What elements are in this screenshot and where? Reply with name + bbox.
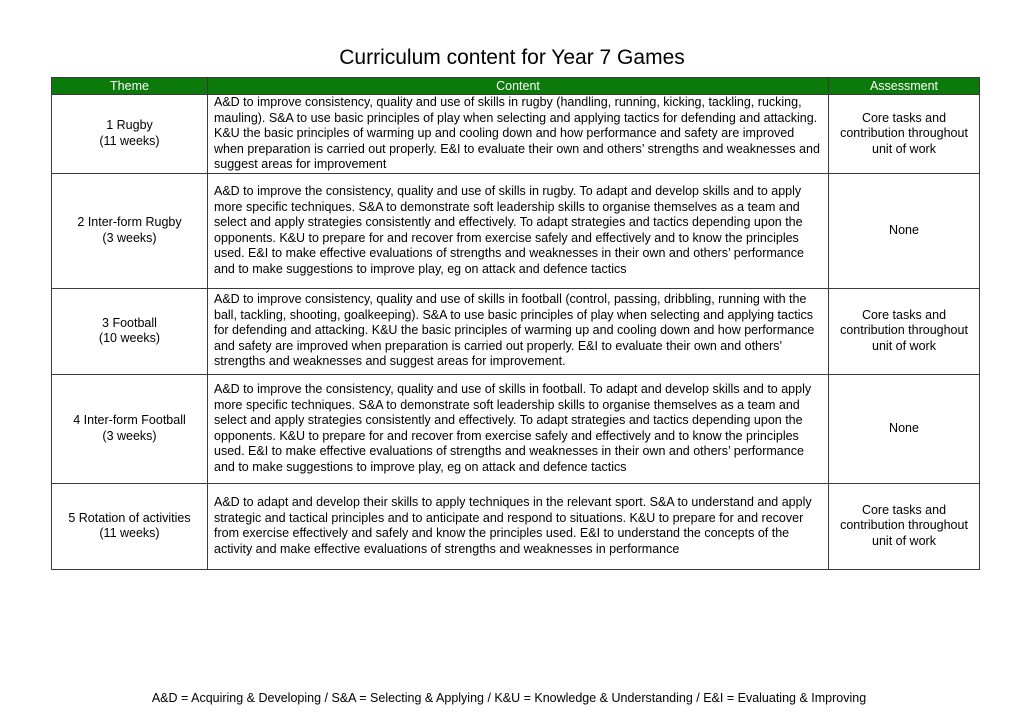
theme-name: 1 Rugby <box>106 118 153 133</box>
theme-duration: (3 weeks) <box>102 428 157 443</box>
theme-duration: (3 weeks) <box>102 230 157 245</box>
abbreviations-footnote: A&D = Acquiring & Developing / S&A = Selecting & Applying / K&U = Knowledge & Understanding / E&I = Evaluating & Improving <box>151 691 867 705</box>
assessment-cell: None <box>829 374 980 483</box>
theme-name: 4 Inter-form Football <box>73 413 186 427</box>
assessment-cell: Core tasks and contribution throughout unit of work <box>829 95 980 174</box>
table-row <box>52 95 980 174</box>
content-cell: A&D to improve consistency, quality and use of skills in football (control, passing, dribbling, running with the ball, tackling, shooting, goalkeeping). S&A to use basic principles of play when selecting and applying tactics for defending and attacking. K&U the basic principles of warming up and cooling down and how performance and safety are improved when preparation is carried out properly. E&I to evaluate their own and others’ strengths and weaknesses and suggest areas for improvement. <box>208 288 829 374</box>
table-row <box>52 374 980 483</box>
content-cell: A&D to adapt and develop their skills to apply techniques in the relevant sport. S&A to understand and apply strategic and tactical principles and to anticipate and respond to situations. K&U to prepare for and recover from exercise effectively and safely and know the principles used. E&I to understand the concepts of the activity and make effective evaluations of strengths and weaknesses in performance <box>208 483 829 569</box>
theme-name: 3 Football <box>102 315 157 330</box>
assessment-cell: None <box>829 173 980 288</box>
theme-name: 5 Rotation of activities <box>68 510 191 525</box>
header-theme: Theme <box>52 78 208 95</box>
assessment-cell: Core tasks and contribution throughout unit of work <box>829 288 980 374</box>
theme-duration: (11 weeks) <box>99 133 160 148</box>
content-cell: A&D to improve consistency, quality and use of skills in rugby (handling, running, kicking, tackling, rucking, mauling). S&A to use basic principles of play when selecting and applying tactics for defending and attacking. K&U the basic principles of warming up and cooling down and how performance and safety are improved when preparation is carried out properly. E&I to evaluate their own and others’ strengths and weaknesses and suggest areas for improvement <box>208 95 829 174</box>
theme-cell <box>52 374 208 483</box>
theme-duration: (11 weeks) <box>99 526 160 540</box>
theme-cell <box>52 483 208 569</box>
content-cell: A&D to improve the consistency, quality and use of skills in football. To adapt and develop skills and to apply more specific techniques. S&A to demonstrate soft leadership skills to organise themselves as a team and select and apply strategies consistently and effectively. To adapt strategies and tactics depending upon the opponents. K&U to prepare for and recover from exercise safely and effectively and to know the principles used. E&I to make effective evaluations of strengths and weaknesses in their own and others’ performance and to make suggestions to improve play, eg on attack and defence tactics <box>208 374 829 483</box>
theme-cell <box>52 288 208 374</box>
header-content: Content <box>208 78 829 95</box>
page-title: Curriculum content for Year 7 Games <box>339 46 685 69</box>
theme-cell <box>52 173 208 288</box>
table-row <box>52 483 980 569</box>
table-row <box>52 173 980 288</box>
theme-cell <box>52 95 208 174</box>
curriculum-table <box>51 77 980 570</box>
assessment-cell: Core tasks and contribution throughout unit of work <box>829 483 980 569</box>
theme-duration: (10 weeks) <box>98 331 161 345</box>
header-assessment: Assessment <box>829 78 980 95</box>
table-row <box>52 288 980 374</box>
table-header-row <box>52 78 980 95</box>
theme-name: 2 Inter-form Rugby <box>77 215 182 229</box>
content-cell: A&D to improve the consistency, quality and use of skills in rugby. To adapt and develop skills and to apply more specific techniques. S&A to demonstrate soft leadership skills to organise themselves as a team and select and apply strategies consistently and effectively. To adapt strategies and tactics depending upon the opponents. K&U to prepare for and recover from exercise safely and effectively and to know the principles used. E&I to make effective evaluations of strengths and weaknesses in their own and others’ performance and to make suggestions to improve play, eg on attack and defence tactics <box>208 173 829 288</box>
